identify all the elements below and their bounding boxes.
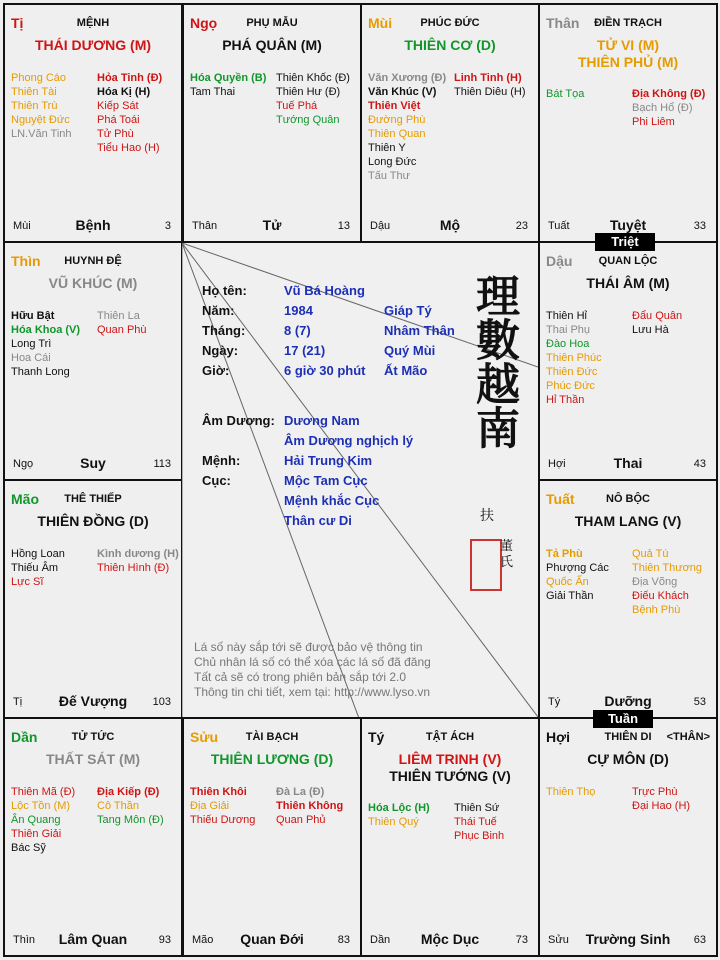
- info2-label: Cục:: [202, 473, 231, 488]
- minor-stars-right: [454, 801, 504, 843]
- info-value: 8 (7): [284, 323, 311, 338]
- minor-star: Bát Tọa: [546, 88, 585, 100]
- main-star: VŨ KHÚC (M): [48, 275, 138, 291]
- main-stars: [540, 275, 716, 292]
- palace-foot-left: Mão: [192, 934, 214, 946]
- minor-star: Thiên Hư (Đ): [276, 86, 341, 98]
- palace-foot-left: Thân: [192, 220, 218, 232]
- palace-age: 33: [693, 220, 706, 232]
- minor-star: Thiên Thọ: [546, 786, 596, 798]
- palace-house-label: ĐIỀN TRẠCH: [594, 17, 662, 29]
- minor-stars-right: [632, 547, 702, 617]
- palace-age: 3: [164, 220, 171, 232]
- palace-age: 13: [337, 220, 350, 232]
- info2-value: Âm Dương nghịch lý: [284, 433, 414, 448]
- minor-star: Lưu Hà: [632, 324, 669, 336]
- minor-star: Thiên Khốc (Đ): [276, 72, 350, 84]
- palace-branch: Mùi: [368, 15, 393, 31]
- main-star: THIÊN TƯỚNG (V): [389, 768, 511, 784]
- minor-star: Quan Phủ: [276, 814, 326, 826]
- palace-age: 113: [153, 458, 171, 470]
- minor-star: Hồng Loan: [11, 548, 65, 560]
- main-star: LIÊM TRINH (V): [398, 751, 502, 767]
- main-star: THIÊN ĐỒNG (D): [37, 513, 149, 529]
- main-stars: [5, 37, 181, 54]
- minor-star: LN.Văn Tinh: [11, 128, 72, 140]
- palace-house: [5, 17, 181, 29]
- palace-branch: Sửu: [190, 729, 219, 745]
- palace-age: 93: [158, 934, 171, 946]
- main-star: THÁI ÂM (M): [586, 275, 670, 291]
- minor-star: Văn Xương (Đ): [368, 72, 447, 84]
- palace-house-label: TÀI BẠCH: [245, 731, 299, 743]
- palace-branch: Thìn: [11, 253, 41, 269]
- main-star: THÁI DƯƠNG (M): [34, 37, 152, 53]
- minor-stars-left: [190, 71, 266, 99]
- palace-branch: Tuất: [546, 491, 575, 507]
- main-star: TỬ VI (M): [596, 37, 660, 53]
- minor-star: Giải Thần: [546, 590, 594, 602]
- palace-house-label: PHÚC ĐỨC: [420, 17, 480, 29]
- info2-value: Mệnh khắc Cục: [284, 493, 380, 508]
- minor-star: Quả Tú: [632, 548, 669, 560]
- minor-stars-right: [276, 71, 350, 127]
- palace-age: 23: [515, 220, 528, 232]
- minor-star: Thanh Long: [11, 366, 70, 378]
- minor-star: Thiên Hỉ: [546, 310, 587, 322]
- main-stars: [5, 275, 181, 292]
- note-line: Lá số này sắp tới sẽ được bảo vệ thông tin: [194, 640, 423, 654]
- minor-star: Thiên Y: [368, 142, 406, 154]
- palace-house-label: THÊ THIẾP: [64, 493, 122, 505]
- palace-branch: Tý: [368, 729, 385, 745]
- palace-house-label: TẬT ÁCH: [425, 731, 475, 743]
- minor-star: Đường Phù: [368, 114, 426, 126]
- minor-stars-right: [97, 547, 179, 575]
- palace-life-stage: Bệnh: [75, 217, 111, 233]
- minor-star: Hỉ Thần: [546, 394, 585, 406]
- minor-star: Thiên Khôi: [190, 786, 247, 798]
- minor-star: Tang Môn (Đ): [97, 814, 164, 826]
- palace-house: [362, 17, 538, 29]
- palace-house: [540, 493, 716, 505]
- palace-house: [5, 493, 181, 505]
- minor-star: Phong Cáo: [11, 72, 67, 84]
- info2-label: Mệnh:: [202, 453, 241, 468]
- main-stars: [5, 513, 181, 530]
- main-star: CỰ MÔN (D): [587, 751, 669, 767]
- minor-star: Thiên Đức: [546, 366, 598, 378]
- minor-star: Long Đức: [368, 156, 417, 168]
- palace-life-stage: Suy: [80, 455, 106, 471]
- minor-stars-left: [368, 801, 430, 829]
- palace-branch: Ngọ: [190, 15, 218, 31]
- main-star: THIÊN PHỦ (M): [577, 54, 679, 70]
- info-label: Năm:: [202, 303, 235, 318]
- minor-star: Lộc Tồn (M): [11, 800, 71, 812]
- minor-star: Quốc Ấn: [546, 576, 589, 588]
- minor-stars-right: [632, 87, 705, 129]
- minor-star: Địa Không (Đ): [632, 88, 706, 100]
- minor-star: Tấu Thư: [368, 170, 411, 182]
- palace-foot-left: Tị: [13, 696, 23, 708]
- minor-star: Thiên Quý: [368, 816, 419, 828]
- minor-stars-right: [97, 309, 147, 337]
- main-stars: [362, 751, 538, 785]
- minor-star: Quan Phù: [97, 324, 147, 336]
- palace-house-label: NÔ BỘC: [606, 493, 650, 505]
- main-star: THAM LANG (V): [574, 513, 682, 529]
- palace-foot-left: Mùi: [13, 220, 31, 232]
- minor-star: Điếu Khách: [632, 590, 689, 602]
- minor-star: Đà La (Đ): [276, 786, 325, 798]
- palace-dau[interactable]: [538, 241, 718, 481]
- palace-foot-left: Tý: [548, 696, 561, 708]
- seal-text: 董氏: [500, 539, 514, 570]
- palace-branch: Tị: [11, 15, 24, 31]
- minor-star: Địa Kiếp (Đ): [97, 786, 160, 798]
- info-extra: Nhâm Thân: [384, 323, 455, 338]
- palace-house-label: HUYNH ĐỆ: [64, 255, 122, 267]
- palace-life-stage: Tuyệt: [609, 217, 647, 233]
- minor-star: Đẩu Quân: [632, 310, 683, 322]
- palace-life-stage: Thai: [613, 455, 643, 471]
- center-info-panel: [182, 241, 538, 719]
- minor-star: Thiên Trù: [11, 100, 58, 112]
- minor-star: Văn Khúc (V): [368, 86, 437, 98]
- minor-stars-right: [632, 785, 690, 813]
- minor-star: Thiên Giải: [11, 828, 62, 840]
- palace-than[interactable]: [538, 3, 718, 243]
- minor-star: Tướng Quân: [276, 114, 340, 126]
- minor-star: Thiên Tài: [11, 86, 57, 98]
- palace-foot-left: Thìn: [13, 934, 36, 946]
- info2-value: Dương Nam: [284, 413, 360, 428]
- palace-house-label: TỬ TỨC: [71, 731, 115, 743]
- brand-calligraphy: 理數越南: [468, 273, 519, 449]
- palace-branch: Hợi: [546, 729, 570, 745]
- palace-house: [184, 731, 360, 743]
- minor-star: Linh Tinh (H): [454, 72, 522, 84]
- main-stars: [184, 37, 360, 54]
- minor-star: Đào Hoa: [546, 338, 590, 350]
- minor-star: Hóa Lộc (H): [368, 802, 430, 814]
- palace-house-label: THIÊN DI: [604, 731, 652, 743]
- info-value: 1984: [284, 303, 313, 318]
- palace-house: [540, 731, 716, 743]
- palace-foot-left: Ngọ: [13, 458, 34, 470]
- minor-stars-left: [546, 547, 609, 603]
- palace-house: [184, 17, 360, 29]
- info2-label: Âm Dương:: [202, 413, 275, 428]
- minor-stars-right: [97, 785, 164, 827]
- palace-age: 43: [693, 458, 706, 470]
- palace-house: [540, 17, 716, 29]
- minor-star: Thiếu Âm: [11, 562, 59, 574]
- minor-stars-left: [11, 547, 65, 589]
- palace-ngo[interactable]: [182, 3, 362, 243]
- minor-stars-left: [11, 71, 72, 141]
- palace-house-label: QUAN LỘC: [598, 255, 658, 267]
- info-value: 17 (21): [284, 343, 326, 358]
- palace-ty2[interactable]: [360, 717, 540, 957]
- minor-star: Thiên Mã (Đ): [11, 786, 76, 798]
- palace-house-label: MỆNH: [76, 17, 110, 29]
- palace-foot-left: Dần: [370, 934, 391, 946]
- minor-star: Địa Giải: [190, 800, 230, 812]
- main-stars: [540, 37, 716, 71]
- main-star: THIÊN CƠ (D): [404, 37, 496, 53]
- minor-star: Bệnh Phù: [632, 604, 681, 616]
- palace-house: [362, 731, 538, 743]
- palace-branch: Thân: [546, 15, 580, 31]
- red-seal: [470, 539, 502, 591]
- note-line: Tất cả sẽ có trong phiên bản sắp tới 2.0: [194, 670, 406, 684]
- minor-stars-right: [276, 785, 343, 827]
- main-star: THẤT SÁT (M): [45, 751, 141, 767]
- minor-star: Thái Tuế: [454, 816, 497, 828]
- palace-house: [540, 255, 716, 267]
- palace-age: 73: [515, 934, 528, 946]
- minor-star: Kiếp Sát: [97, 100, 139, 112]
- minor-star: Hỏa Tinh (Đ): [97, 72, 163, 84]
- info-extra: Quý Mùi: [384, 343, 436, 358]
- palace-tuat[interactable]: [538, 479, 718, 719]
- minor-star: Phúc Đức: [546, 380, 595, 392]
- info-label: Ngày:: [202, 343, 239, 358]
- palace-branch: Dậu: [546, 253, 573, 269]
- minor-stars-left: [546, 87, 584, 101]
- main-stars: [5, 751, 181, 768]
- minor-star: Tả Phù: [546, 548, 583, 560]
- minor-stars-left: [11, 785, 75, 855]
- minor-star: Bác Sỹ: [11, 842, 46, 854]
- minor-stars-left: [546, 309, 602, 407]
- info-label: Giờ:: [202, 363, 230, 378]
- info-notes: [194, 640, 431, 700]
- info2-value: Thân cư Di: [284, 513, 352, 528]
- palace-foot-left: Hợi: [548, 458, 566, 470]
- minor-star: Thai Phụ: [546, 324, 591, 336]
- minor-stars-left: [368, 71, 446, 183]
- minor-star: Thiên Phúc: [546, 352, 602, 364]
- info-value: 6 giờ 30 phút: [284, 363, 366, 378]
- palace-thin[interactable]: [3, 241, 183, 481]
- minor-star: Địa Võng: [632, 576, 678, 588]
- minor-star: Thiên Quan: [368, 128, 426, 140]
- info2-value: Hải Trung Kim: [284, 453, 373, 468]
- minor-star: Trực Phù: [632, 786, 678, 798]
- palace-ty[interactable]: [3, 3, 183, 243]
- minor-star: Hoa Cái: [11, 352, 51, 364]
- minor-star: Thiếu Dương: [190, 814, 256, 826]
- palace-age: 83: [337, 934, 350, 946]
- palace-age: 63: [693, 934, 706, 946]
- palace-life-stage: Tử: [262, 217, 282, 233]
- palace-house-extra: <THÂN>: [666, 731, 710, 743]
- minor-star: Thiên Không: [276, 800, 344, 812]
- triet-marker: Triệt: [595, 233, 655, 251]
- palace-life-stage: Trường Sinh: [585, 931, 671, 947]
- minor-star: Tử Phù: [97, 128, 134, 140]
- info-label: Tháng:: [202, 323, 246, 338]
- palace-branch: Mão: [11, 491, 39, 507]
- info-label: Họ tên:: [202, 283, 247, 298]
- minor-star: Tiểu Hao (H): [97, 142, 160, 154]
- minor-stars-left: [546, 785, 595, 799]
- palace-foot-left: Dậu: [370, 220, 391, 232]
- main-stars: [184, 751, 360, 768]
- note-line: Chủ nhân lá số có thể xóa các lá số đã đăng: [194, 655, 431, 669]
- minor-star: Thiên La: [97, 310, 140, 322]
- minor-star: Phục Binh: [454, 830, 505, 842]
- main-stars: [540, 513, 716, 530]
- minor-star: Hóa Quyền (B): [190, 72, 267, 84]
- minor-star: Cô Thần: [97, 800, 139, 812]
- palace-branch: Dần: [11, 729, 38, 745]
- minor-star: Ân Quang: [11, 814, 61, 826]
- minor-stars-left: [11, 309, 80, 379]
- minor-star: Phượng Các: [546, 562, 609, 574]
- palace-dan[interactable]: [3, 717, 183, 957]
- palace-life-stage: Mộc Dục: [420, 931, 480, 947]
- minor-stars-left: [190, 785, 255, 827]
- info2-value: Mộc Tam Cục: [284, 473, 368, 488]
- minor-star: Hóa Khoa (V): [11, 324, 81, 336]
- minor-star: Long Trì: [11, 338, 52, 350]
- palace-life-stage: Quan Đới: [240, 931, 304, 947]
- minor-star: Lực Sĩ: [11, 576, 44, 588]
- minor-star: Thiên Việt: [368, 100, 421, 112]
- minor-stars-right: [632, 309, 682, 337]
- palace-house: [5, 255, 181, 267]
- minor-star: Tam Thai: [190, 86, 236, 98]
- brand-small-char: 扶: [480, 508, 494, 524]
- minor-star: Kình dương (H): [97, 548, 179, 560]
- palace-life-stage: Mộ: [439, 217, 461, 233]
- palace-mao[interactable]: [3, 479, 183, 719]
- palace-suu[interactable]: [182, 717, 362, 957]
- note-line: Thông tin chi tiết, xem tại: http://www.lyso.vn: [194, 685, 431, 699]
- minor-star: Thiên Diêu (H): [454, 86, 526, 98]
- info-extra: Ất Mão: [384, 363, 428, 378]
- palace-life-stage: Dưỡng: [604, 693, 652, 709]
- main-stars: [540, 751, 716, 768]
- palace-age: 53: [693, 696, 706, 708]
- minor-star: Đại Hao (H): [632, 800, 691, 812]
- palace-life-stage: Lâm Quan: [58, 931, 128, 947]
- palace-mui[interactable]: [360, 3, 540, 243]
- palace-foot-left: Sửu: [548, 934, 569, 946]
- palace-foot-left: Tuất: [548, 220, 570, 232]
- main-stars: [362, 37, 538, 54]
- minor-star: Nguyệt Đức: [11, 114, 70, 126]
- palace-house: [5, 731, 181, 743]
- minor-star: Thiên Hình (Đ): [97, 562, 170, 574]
- tuan-marker: Tuần: [593, 710, 653, 728]
- palace-hoi[interactable]: [538, 717, 718, 957]
- info-extra: Giáp Tý: [384, 303, 432, 318]
- minor-star: Thiên Thương: [632, 562, 703, 574]
- main-star: THIÊN LƯƠNG (D): [210, 751, 334, 767]
- minor-star: Hóa Kị (H): [97, 86, 151, 98]
- minor-stars-right: [454, 71, 526, 99]
- info-value: Vũ Bá Hoàng: [284, 283, 365, 298]
- minor-star: Phá Toái: [97, 114, 140, 126]
- main-star: PHÁ QUÂN (M): [222, 37, 322, 53]
- palace-life-stage: Đế Vượng: [58, 693, 128, 709]
- minor-star: Thiên Sứ: [454, 802, 500, 814]
- minor-star: Tuế Phá: [276, 100, 318, 112]
- minor-star: Hữu Bật: [11, 310, 55, 322]
- palace-house-label: PHỤ MẪU: [246, 17, 298, 29]
- palace-age: 103: [152, 696, 171, 708]
- minor-star: Phi Liêm: [632, 116, 675, 128]
- minor-star: Bạch Hổ (Đ): [632, 102, 693, 114]
- minor-stars-right: [97, 71, 162, 155]
